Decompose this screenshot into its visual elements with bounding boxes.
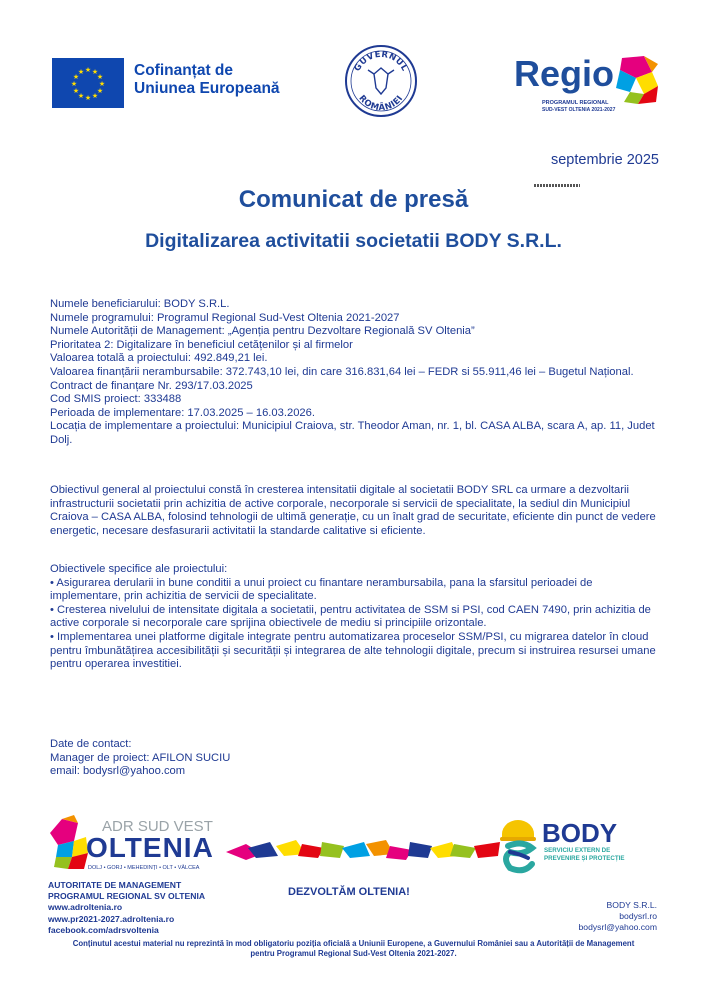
- body-logo-tagline-1: SERVICIU EXTERN DE: [544, 847, 611, 854]
- company-name: BODY S.R.L.: [606, 900, 657, 910]
- body-logo-tagline-2: PREVENIRE ȘI PROTECȚIE: [544, 855, 625, 862]
- am-line-program: PROGRAMUL REGIONAL SV OLTENIA: [48, 891, 206, 902]
- eu-flag-logo: [52, 58, 124, 108]
- svg-text:★: ★: [84, 66, 92, 74]
- detail-funding: Valoarea finanțării nerambursabile: 372.743,10 lei, din care 316.831,64 lei – FEDR si 55.911,46 lei – Bugetul Național. Contract de finanțare Nr. 293/17.03.2025: [50, 365, 634, 392]
- company-contact-block: [579, 900, 657, 934]
- company-website[interactable]: bodysrl.ro: [619, 911, 657, 922]
- am-line-title: AUTORITATE DE MANAGEMENT: [48, 880, 182, 890]
- detail-program: Numele programului: Programul Regional Sud-Vest Oltenia 2021-2027: [50, 311, 400, 324]
- eu-cofinanced-label: [134, 62, 280, 98]
- gov-seal-text-bottom: ROMÂNIEI: [356, 93, 406, 114]
- adr-oltenia-logo: [48, 813, 224, 873]
- am-link-website[interactable]: www.adroltenia.ro: [48, 902, 123, 913]
- detail-authority: Numele Autorității de Management: „Agenția pentru Dezvoltare Regională SV Oltenia”: [50, 325, 475, 338]
- decorative-color-wave: [226, 834, 502, 864]
- specific-objectives: [50, 563, 660, 672]
- svg-text:★: ★: [84, 94, 92, 102]
- general-objective: [50, 484, 660, 538]
- body-logo-name: BODY: [542, 818, 618, 848]
- svg-text:★: ★: [96, 73, 104, 81]
- eagle-crest-icon: [374, 68, 388, 94]
- regio-logo-text: Regio: [514, 53, 615, 94]
- regio-subtitle-1: PROGRAMUL REGIONAL: [542, 100, 609, 106]
- regio-subtitle-2: SUD-VEST OLTENIA 2021-2027: [542, 107, 616, 113]
- contact-heading: Date de contact:: [50, 738, 132, 750]
- adr-logo-main-text: OLTENIA: [86, 832, 214, 863]
- specific-objectives-heading: Obiectivele specifice ale proiectului:: [50, 563, 228, 575]
- svg-text:ROMÂNIEI: [357, 93, 406, 113]
- regio-logo: [512, 52, 660, 122]
- svg-text:★: ★: [96, 87, 104, 95]
- contact-details: [50, 738, 660, 779]
- body-company-logo: [498, 812, 648, 878]
- page-title: Comunicat de presă: [238, 186, 469, 213]
- svg-text:★: ★: [72, 73, 80, 81]
- page-subtitle: Digitalizarea activitatii societatii BODY S.R.L.: [145, 230, 562, 252]
- general-objective-text: Obiectivul general al proiectului constă în cresterea intensitatii digitale al societatii BODY SRL ca urmare a dezvoltarii infrastructurii societatii prin achizitia de active corporale, necorporale si servicii de specialitate, la sediul din Municipiul Craiova – CASA ALBA, folosind tehnologii de ultimă generație, cu un înalt grad de securitate, eficiente din punct de vedere energetic, necesare desfasurarii activitatii la standarde calitative si eficiente.: [50, 484, 656, 537]
- contact-manager: Manager de proiect: AFILON SUCIU: [50, 751, 231, 764]
- specific-objective-item: • Implementarea unei platforme digitale integrate pentru automatizarea proceselor SSM/PSI, cu migrarea datelor în cloud pentru îmbunătățirea accesibilității și securității și integrarea de alte tehnologii digitale, precum si instruirea resursei umane pentru operarea investitiei.: [50, 630, 656, 671]
- eu-text-line2: Uniunea Europeană: [134, 80, 280, 97]
- svg-text:★: ★: [98, 80, 106, 88]
- project-details: [50, 298, 660, 448]
- eu-text-line1: Cofinanțat de: [134, 62, 234, 79]
- hard-hat-icon: [502, 820, 534, 838]
- detail-priority: Prioritatea 2: Digitalizare în beneficiul cetățenilor și al firmelor: [50, 338, 353, 351]
- svg-text:★: ★: [77, 68, 85, 76]
- detail-total-value: Valoarea totală a proiectului: 492.849,21 lei.: [50, 352, 268, 365]
- svg-text:★: ★: [91, 68, 99, 76]
- am-link-facebook[interactable]: facebook.com/adrsvoltenia: [48, 924, 159, 935]
- detail-period: Perioada de implementare: 17.03.2025 – 16.03.2026.: [50, 406, 315, 419]
- detail-location: Locația de implementare a proiectului: Municipiul Craiova, str. Theodor Aman, nr. 1, bl. CASA ALBA, scara A, ap. 11, Judet Dolj.: [50, 420, 655, 446]
- contact-email[interactable]: email: bodysrl@yahoo.com: [50, 765, 186, 778]
- disclaimer: Conținutul acestui material nu reprezintă în mod obligatoriu poziția oficială a Uniunii Europene, a Guvernului României sau a Autorității de Management pentru Programul Regional Sud-Vest Oltenia 2021-2027.: [72, 939, 635, 959]
- svg-text:★: ★: [72, 87, 80, 95]
- romanian-government-seal-logo: [344, 44, 418, 118]
- adr-logo-top-text: ADR SUD VEST: [102, 818, 213, 835]
- gov-seal-text-top: GUVERNUL: [352, 49, 410, 74]
- managing-authority-block: [48, 880, 205, 936]
- slogan: DEZVOLTĂM OLTENIA!: [288, 886, 410, 898]
- eu-stars-icon: [52, 58, 124, 108]
- svg-text:★: ★: [70, 80, 78, 88]
- detail-smis-code: Cod SMIS proiect: 333488: [50, 393, 182, 406]
- date: septembrie 2025: [550, 152, 659, 168]
- specific-objective-item: • Cresterea nivelului de intensitate digitala a societatii, pentru activitatea de SSM si PSI, cod CAEN 7490, prin achizitia de active corporale si necorporale care sprijina obiectivele de mediu si principiile orizontale.: [50, 603, 651, 630]
- am-link-program-website[interactable]: www.pr2021-2027.adroltenia.ro: [48, 913, 175, 924]
- specific-objective-item: • Asigurarea derularii in bune conditii a unui proiect cu finantare nerambursabila, pana la sfarsitul perioadei de implementare, prin achizitia de servicii de specialitate.: [50, 576, 593, 603]
- adr-logo-counties: DOLJ • GORJ • MEHEDINȚI • OLT • VÂLCEA: [88, 865, 200, 871]
- company-email[interactable]: bodysrl@yahoo.com: [578, 922, 657, 933]
- svg-text:★: ★: [91, 92, 99, 100]
- svg-text:★: ★: [77, 92, 85, 100]
- detail-beneficiary: Numele beneficiarului: BODY S.R.L.: [50, 298, 230, 310]
